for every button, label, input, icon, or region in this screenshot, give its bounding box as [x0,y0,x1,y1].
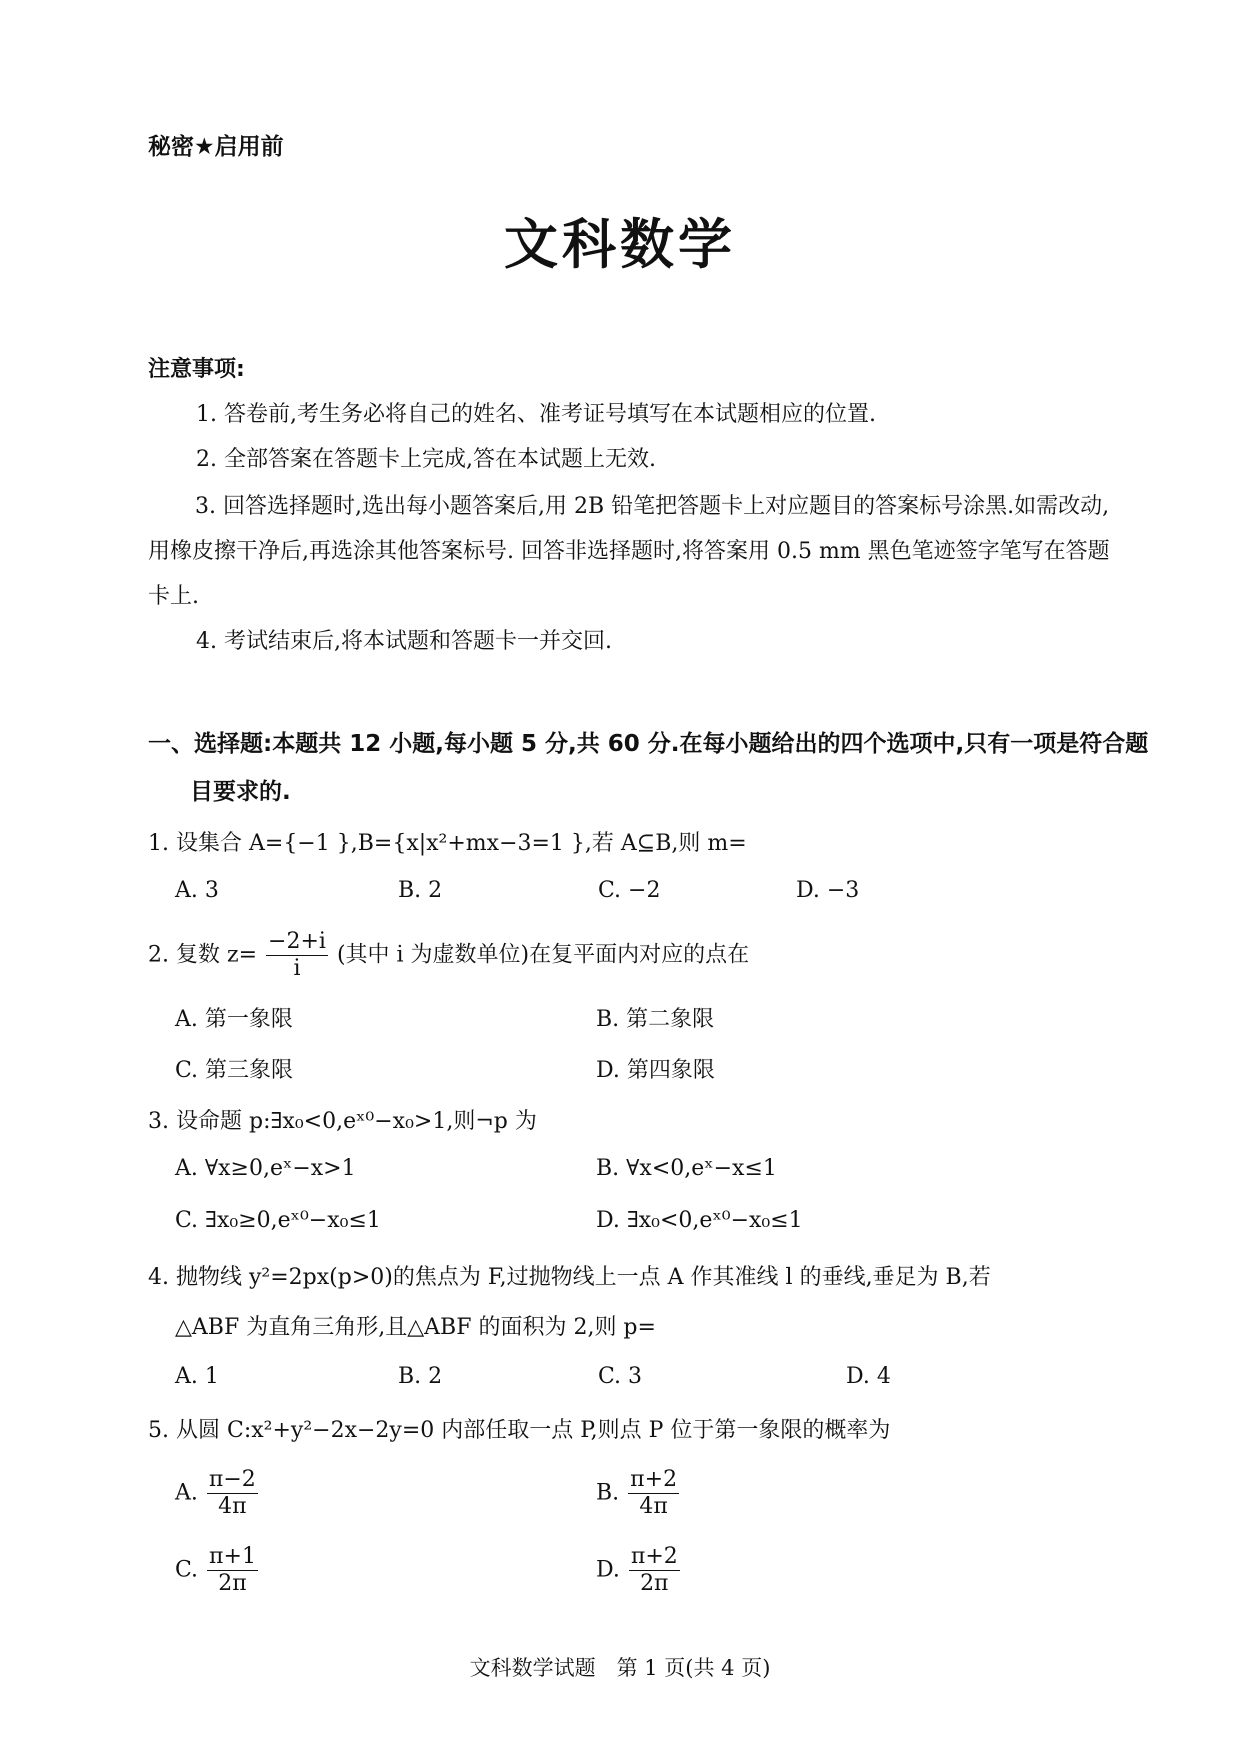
option-letter: B. [596,1480,620,1506]
question-stem: 从圆 C:x²+y²−2x−2y=0 内部任取一点 P,则点 P 位于第一象限的概率为 [176,1418,891,1443]
question-3 [148,1104,537,1135]
fraction-numerator: π−2 [207,1468,258,1494]
question-number: 4. [148,1265,169,1290]
question-5 [148,1413,890,1444]
question-stem: 设集合 A={−1 },B={x|x²+mx−3=1 },若 A⊆B,则 m= [176,831,747,856]
q3-option-d: D. ∃x₀<0,eˣ⁰−x₀≤1 [596,1208,803,1233]
question-stem-prefix: 复数 z= [176,942,258,968]
option-fraction [628,1468,679,1519]
notes-heading: 注意事项: [148,357,245,382]
fraction-numerator: π+1 [207,1545,258,1571]
q5-option-c [175,1545,260,1596]
note-item-3: 3. 回答选择题时,选出每小题答案后,用 2B 铅笔把答题卡上对应题目的答案标号涂黑.如需改动,用橡皮擦干净后,再选涂其他答案标号. 回答非选择题时,将答案用 0.5 mm 黑色笔迹签字笔写在答题卡上. [148,494,1110,609]
question-number: 5. [148,1418,169,1443]
q4-option-c: C. 3 [598,1364,643,1389]
q5-option-a [175,1468,260,1519]
fraction-denominator: 2π [218,1571,247,1597]
fraction-numerator: π+2 [629,1545,680,1571]
exam-title: 文科数学 [504,213,736,276]
option-fraction [207,1468,258,1519]
option-letter: C. [175,1557,199,1583]
question-stem-suffix: (其中 i 为虚数单位)在复平面内对应的点在 [336,942,750,968]
question-number: 1. [148,831,169,856]
q1-option-d: D. −3 [796,878,860,903]
q1-option-c: C. −2 [598,878,661,903]
question-stem: 设命题 p:∃x₀<0,eˣ⁰−x₀>1,则¬p 为 [176,1109,537,1134]
fraction-denominator: 4π [218,1494,247,1520]
question-4-line-2: △ABF 为直角三角形,且△ABF 的面积为 2,则 p= [175,1315,656,1340]
option-fraction [629,1545,680,1596]
fraction-denominator: 4π [639,1494,668,1520]
q2-option-a: A. 第一象限 [175,1007,293,1032]
q2-option-c: C. 第三象限 [175,1058,294,1083]
question-stem-line-1: 抛物线 y²=2px(p>0)的焦点为 F,过抛物线上一点 A 作其准线 l 的垂线,垂足为 B,若 [176,1265,991,1290]
option-letter: D. [596,1557,620,1583]
q5-option-b [596,1468,681,1519]
option-fraction [207,1545,258,1596]
question-1 [148,826,747,857]
page-footer: 文科数学试题 第 1 页(共 4 页) [469,1656,771,1680]
note-item-2: 2. 全部答案在答题卡上完成,答在本试题上无效. [196,447,656,472]
fraction-numerator: π+2 [628,1468,679,1494]
note-item-1: 1. 答卷前,考生务必将自己的姓名、准考证号填写在本试题相应的位置. [196,402,876,427]
q2-option-d: D. 第四象限 [596,1058,715,1083]
fraction-denominator: 2π [640,1571,669,1597]
fraction-numerator: −2+i [266,930,328,956]
question-4 [148,1260,991,1291]
q2-option-b: B. 第二象限 [596,1007,715,1032]
note-item-4: 4. 考试结束后,将本试题和答题卡一并交回. [196,629,612,654]
question-number: 2. [148,942,169,968]
q4-option-d: D. 4 [846,1364,891,1389]
q5-option-d [596,1545,682,1596]
q3-option-c: C. ∃x₀≥0,eˣ⁰−x₀≤1 [175,1208,381,1233]
question-2 [148,930,749,981]
confidentiality-mark: 秘密★启用前 [148,134,284,160]
q3-option-b: B. ∀x<0,eˣ−x≤1 [596,1156,777,1181]
q4-option-a: A. 1 [175,1364,219,1389]
q1-option-b: B. 2 [398,878,443,903]
fraction-denominator: i [293,956,301,982]
section-heading: 一、选择题:本题共 12 小题,每小题 5 分,共 60 分.在每小题给出的四个选项中,只有一项是符合题目要求的. [148,731,1149,805]
q3-option-a: A. ∀x≥0,eˣ−x>1 [175,1156,356,1181]
complex-fraction [266,930,328,981]
q1-option-a: A. 3 [175,878,219,903]
question-number: 3. [148,1109,169,1134]
option-letter: A. [175,1480,198,1506]
q4-option-b: B. 2 [398,1364,443,1389]
